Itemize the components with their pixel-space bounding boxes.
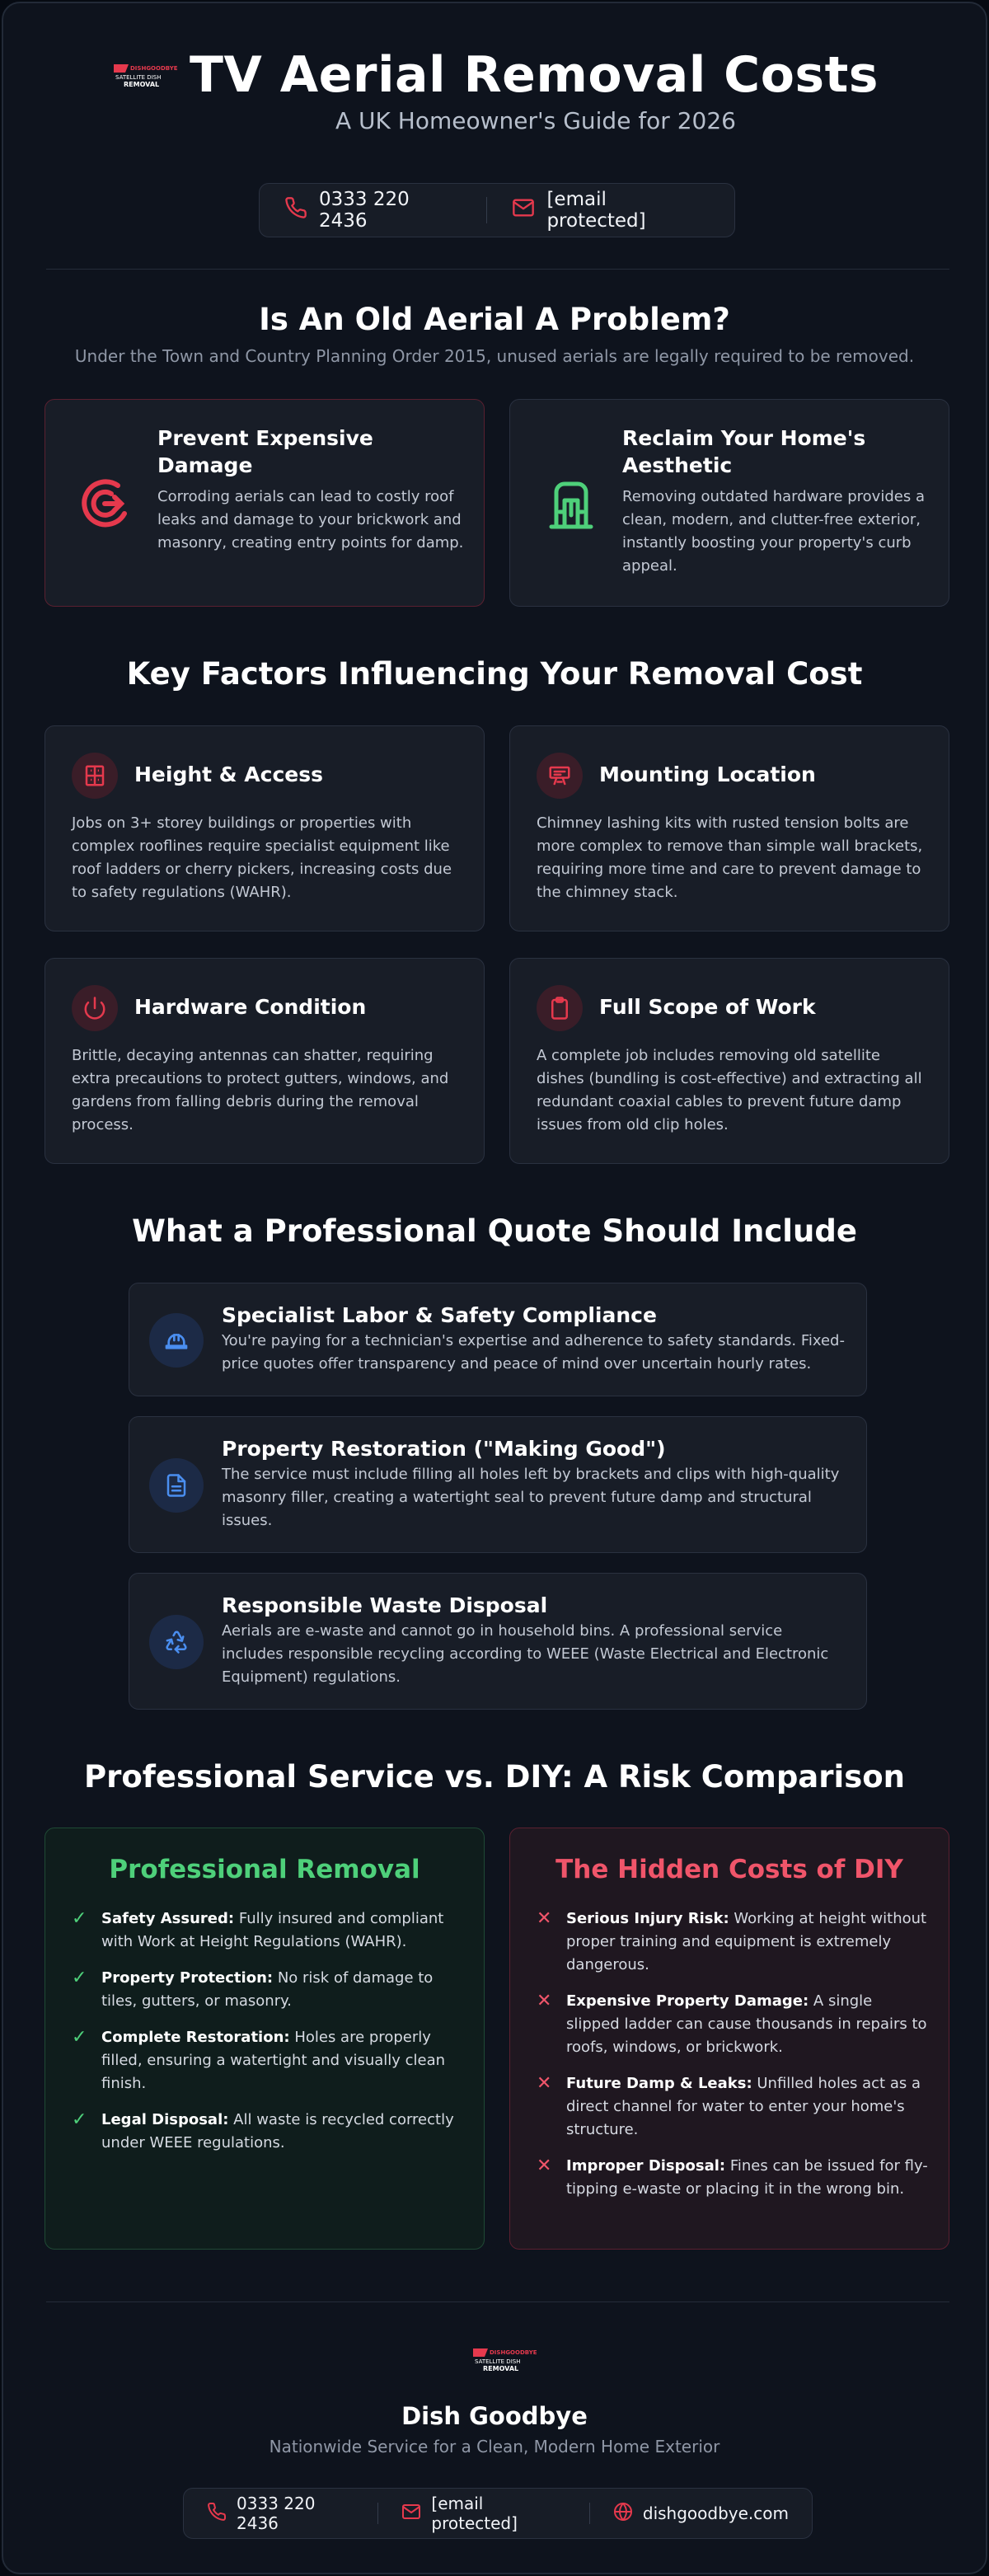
comparison-pro-list [72,1907,464,2168]
mail-icon [401,2502,421,2526]
footer-phone-link[interactable] [184,2494,377,2533]
item-text: Working at height without proper training and equipment is extremely dangerous. [566,1910,927,1973]
footer-contact-bar [183,2488,813,2539]
item-label: Safety Assured: [101,1910,235,1927]
item-text: No risk of damage to tiles, gutters, or masonry. [101,1969,434,2010]
factor-card-mounting [509,725,949,931]
item-text: Fines can be issued for fly-tipping e-waste or placing it in the wrong bin. [566,2157,928,2198]
card-text: Corroding aerials can lead to costly roof leaks and damage to your brickwork and masonry, creating entry points for damp. [157,488,464,551]
quote-item-text: The service must include filling all holes left by brackets and clips with high-quality masonry filler, creating a watertight seal to prevent future damp and structural issues. [222,1466,840,1529]
svg-text:DISHGOODBYE: DISHGOODBYE [490,2349,537,2356]
item-text: Unfilled holes act as a direct channel for water to enter your home's structure. [566,2075,921,2138]
check-icon: ✓ [72,2027,87,2048]
website-url: dishgoodbye.com [642,2503,789,2523]
quote-item-title: Property Restoration ("Making Good") [222,1437,666,1461]
svg-text:DISHGOODBYE: DISHGOODBYE [129,65,178,72]
cross-icon: ✕ [537,1991,552,2011]
svg-text:REMOVAL: REMOVAL [123,81,160,88]
corrosion-icon [75,472,138,535]
card-text: Removing outdated hardware provides a clean, modern, and clutter-free exterior, instantly boosting your property's curb appeal. [622,488,925,575]
list-item [72,2109,464,2155]
footer-website-link[interactable] [590,2502,812,2526]
card-title: Prevent Expensive Damage [157,426,373,477]
quote-item-text: Aerials are e-waste and cannot go in household bins. A professional service includes responsible recycling according to WEEE (Waste Electrical and Electronic Equipment) regulations. [222,1622,829,1686]
comparison-diy-list [537,1907,929,2214]
list-item [537,2155,929,2201]
list-item [537,2072,929,2142]
list-item [72,2026,464,2095]
item-text: Holes are properly filled, ensuring a watertight and visually clean finish. [101,2029,446,2092]
company-name: Dish Goodbye [401,2402,588,2430]
factor-card-height [45,725,485,931]
item-label: Property Protection: [101,1969,274,1987]
list-item [72,1907,464,1954]
item-label: Improper Disposal: [566,2157,726,2175]
comparison-diy-card [509,1828,949,2250]
mail-icon [512,196,535,224]
house-icon [540,472,602,535]
quote-item-labor [129,1283,867,1396]
email-address: [email protected] [431,2494,518,2533]
card-text: Jobs on 3+ storey buildings or properties with complex rooflines require specialist equipment like roof ladders or cherry pickers, increasing costs due to safety regulations (WAHR). [72,814,452,901]
item-label: Legal Disposal: [101,2111,229,2128]
item-label: Expensive Property Damage: [566,1992,809,2010]
factor-card-scope [509,958,949,1164]
section-title-quote: What a Professional Quote Should Include [132,1213,857,1249]
section-title-comparison: Professional Service vs. DIY: A Risk Comparison [83,1759,905,1795]
quote-item-title: Responsible Waste Disposal [222,1593,548,1617]
company-tagline: Nationwide Service for a Clean, Modern Home Exterior [269,2437,720,2456]
quote-item-title: Specialist Labor & Safety Compliance [222,1303,657,1327]
card-text: Brittle, decaying antennas can shatter, requiring extra precautions to protect gutters, windows, and gardens from falling debris during the removal process. [72,1047,449,1133]
chimney-icon [537,753,583,799]
card-title: Hardware Condition [134,995,367,1019]
card-text: A complete job includes removing old satellite dishes (bundling is cost-effective) and extracting all redundant coaxial cables to prevent future damp issues from old clip holes. [537,1047,922,1133]
list-item [72,1967,464,2013]
page-subtitle: A UK Homeowner's Guide for 2026 [335,107,736,134]
cross-icon: ✕ [537,2156,552,2176]
item-label: Complete Restoration: [101,2029,290,2046]
phone-number: 0333 220 2436 [319,189,410,232]
check-icon: ✓ [72,1968,87,1988]
factor-card-hardware [45,958,485,1164]
phone-number: 0333 220 2436 [237,2494,316,2533]
card-title: Full Scope of Work [599,995,816,1019]
power-icon [72,985,118,1031]
divider [46,269,949,270]
svg-text:SATELLITE DISH: SATELLITE DISH [115,74,162,81]
card-title: Reclaim Your Home's Aesthetic [622,426,866,477]
logo [110,59,178,91]
svg-text:REMOVAL: REMOVAL [483,2365,519,2372]
item-text: Fully insured and compliant with Work at Height Regulations (WAHR). [101,1910,444,1950]
quote-item-restoration [129,1416,867,1553]
card-title: Height & Access [134,762,324,786]
header [3,46,986,104]
comparison-pro-title: Professional Removal [109,1855,420,1884]
quote-item-text: You're paying for a technician's expertise and adherence to safety standards. Fixed-price quotes offer transparency and peace of mind over uncertain hourly rates. [222,1332,845,1372]
quote-item-waste [129,1573,867,1710]
list-item [537,1907,929,1977]
svg-text:SATELLITE DISH: SATELLITE DISH [475,2358,521,2365]
section-title-factors: Key Factors Influencing Your Removal Cost [126,656,863,692]
email-link[interactable] [487,189,734,232]
check-icon: ✓ [72,2109,87,2130]
comparison-diy-title: The Hidden Costs of DIY [555,1855,903,1884]
phone-icon [207,2502,227,2526]
item-label: Future Damp & Leaks: [566,2075,752,2092]
section-subtitle-problem: Under the Town and Country Planning Order 2015, unused aerials are legally required to be removed. [74,346,915,366]
recycle-icon [149,1615,204,1669]
item-text: All waste is recycled correctly under WEEE regulations. [101,2111,454,2151]
footer-email-link[interactable] [378,2494,589,2533]
section-title-problem: Is An Old Aerial A Problem? [259,302,730,337]
problem-card-aesthetic [509,399,949,607]
email-address: [email protected] [546,189,646,232]
clipboard-icon [537,985,583,1031]
card-title: Mounting Location [599,762,816,786]
page-frame [2,2,987,2574]
phone-link[interactable] [260,189,486,232]
check-icon: ✓ [72,1908,87,1929]
item-text: A single slipped ladder can cause thousands in repairs to roofs, windows, or brickwork. [566,1992,927,2056]
cross-icon: ✕ [537,2073,552,2094]
hardhat-icon [149,1313,204,1368]
footer-logo [470,2343,537,2376]
globe-icon [613,2502,633,2526]
problem-card-damage [45,399,485,607]
card-text: Chimney lashing kits with rusted tension bolts are more complex to remove than simple wall brackets, requiring more time and care to prevent damage to the chimney stack. [537,814,923,901]
document-icon [149,1458,204,1513]
contact-bar [259,183,735,237]
page-title: TV Aerial Removal Costs [189,46,879,104]
building-icon [72,753,118,799]
phone-icon [284,196,307,224]
list-item [537,1990,929,2059]
comparison-pro-card [45,1828,485,2250]
item-label: Serious Injury Risk: [566,1910,729,1927]
cross-icon: ✕ [537,1908,552,1929]
